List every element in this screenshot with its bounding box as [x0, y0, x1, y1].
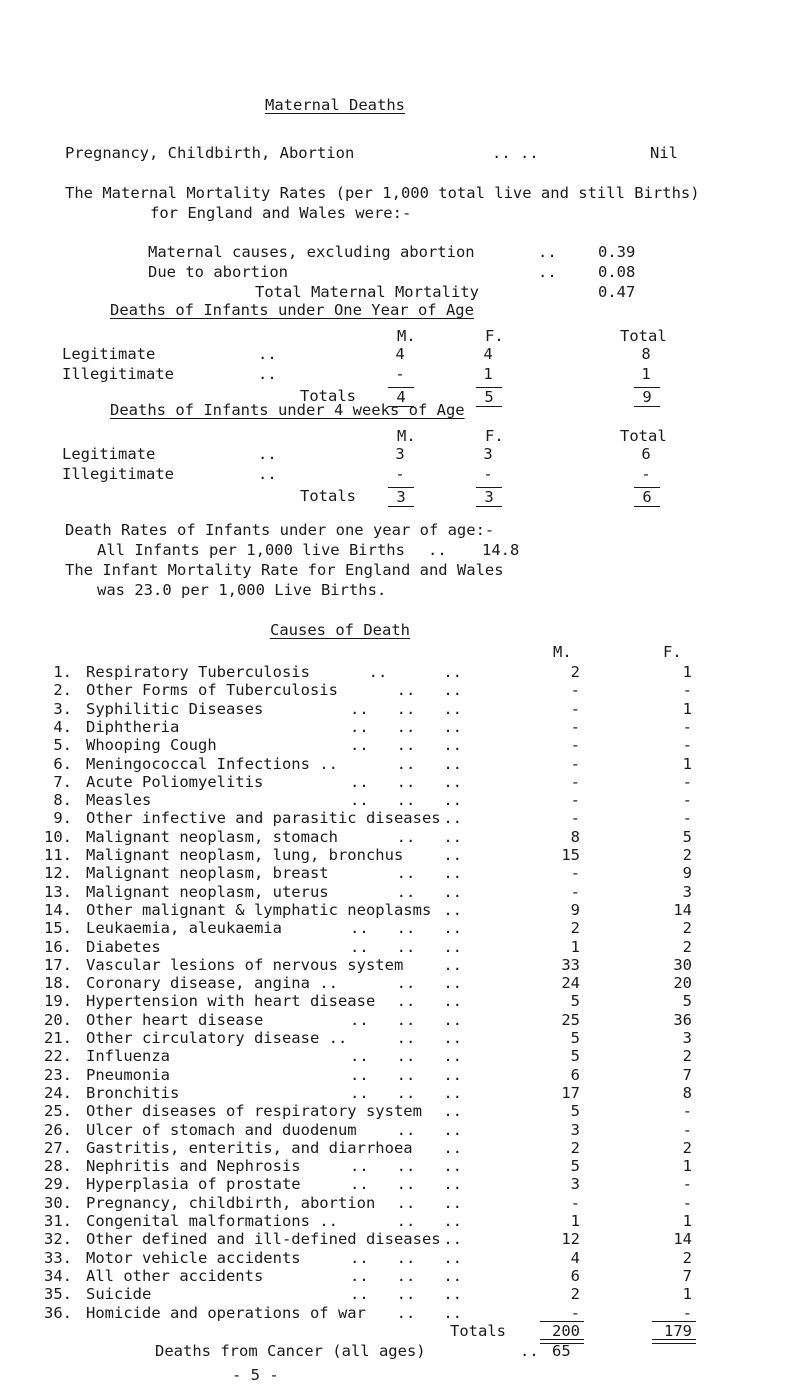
cause-m-value: - — [570, 791, 580, 810]
cause-number: 35. — [44, 1285, 72, 1304]
infant-row-total: 8 — [641, 345, 651, 363]
cause-number: 29. — [44, 1175, 72, 1194]
cause-f-value: 7 — [682, 1266, 692, 1285]
cause-f-value: 1 — [682, 699, 692, 718]
infant-totals-total: 9 — [634, 387, 660, 407]
cause-dots: .. .. .. — [350, 772, 462, 791]
cause-m-value: 2 — [570, 919, 580, 938]
infant-row-dots: .. — [258, 445, 277, 463]
infant-row-total: - — [641, 465, 651, 483]
cause-m-value: 2 — [570, 1285, 580, 1304]
cause-f-value: - — [682, 772, 692, 791]
infant-row-f: 4 — [483, 345, 493, 363]
cause-f-value: 2 — [682, 1248, 692, 1267]
cause-dots: .. .. .. — [350, 1010, 462, 1029]
cause-label: Syphilitic Diseases — [86, 699, 264, 718]
cause-dots: .. .. .. — [350, 937, 462, 956]
cause-dots: .. — [443, 900, 462, 919]
cause-number: 4. — [53, 717, 72, 736]
cause-f-value: 3 — [682, 1029, 692, 1047]
infant-row-total: 6 — [641, 445, 651, 463]
cause-number: 21. — [44, 1029, 72, 1047]
cause-label: Homicide and operations of war — [86, 1303, 366, 1322]
cause-m-value: - — [570, 717, 580, 736]
cause-m-value: - — [570, 736, 580, 755]
maternal-intro-1: The Maternal Mortality Rates (per 1,000 total live and still Births) — [65, 184, 700, 202]
death-rates-line1: Death Rates of Infants under one year of age:- — [65, 521, 495, 539]
cause-m-value: 2 — [570, 1138, 580, 1157]
cause-dots: .. .. — [396, 1193, 462, 1212]
infant-row-label: Illegitimate — [62, 365, 174, 383]
causes-totals-m: 200 — [552, 1322, 580, 1340]
cause-m-value: 5 — [570, 1047, 580, 1066]
cause-label: Pregnancy, childbirth, abortion — [86, 1193, 376, 1212]
death-rates-line2: All Infants per 1,000 live Births — [97, 541, 405, 559]
cause-f-value: 14 — [673, 900, 692, 919]
cause-m-value: 25 — [561, 1010, 580, 1029]
infant-totals-m: 4 — [388, 387, 414, 407]
cause-m-value: - — [570, 882, 580, 901]
cause-label: Bronchitis — [86, 1083, 180, 1102]
cause-label: Nephritis and Nephrosis — [86, 1157, 301, 1176]
infant-row-label: Legitimate — [62, 345, 156, 363]
col-f-header: F. — [485, 427, 504, 445]
cause-dots: .. .. .. — [350, 791, 462, 810]
col-m-header: M. — [397, 327, 416, 345]
totals-rule-m — [540, 1321, 584, 1322]
cause-number: 23. — [44, 1065, 72, 1084]
cause-dots: .. .. .. — [350, 1175, 462, 1194]
cause-m-value: 3 — [570, 1120, 580, 1139]
cause-dots: .. .. — [396, 827, 462, 846]
cause-m-value: 5 — [570, 992, 580, 1011]
cause-f-value: 1 — [682, 1285, 692, 1304]
cause-label: Other malignant & lymphatic neoplasms — [86, 900, 432, 919]
totals-dbl-f — [652, 1339, 696, 1344]
infants-year-heading: Deaths of Infants under One Year of Age — [110, 301, 474, 319]
cause-label: Diabetes — [86, 937, 161, 956]
cause-label: Other defined and ill-defined diseases — [86, 1230, 441, 1249]
cause-label: Hyperplasia of prostate — [86, 1175, 301, 1194]
cause-dots: .. — [443, 955, 462, 974]
cause-number: 13. — [44, 882, 72, 901]
cause-f-value: 2 — [682, 1047, 692, 1066]
col-total-header: Total — [620, 427, 667, 445]
cause-m-value: 2 — [570, 663, 580, 681]
infant-rate-value: 14.8 — [482, 541, 520, 559]
cause-number: 8. — [53, 791, 72, 810]
cause-label: Meningococcal Infections .. — [86, 754, 338, 773]
pregnancy-value: Nil — [650, 144, 678, 162]
cause-dots: .. .. — [396, 1212, 462, 1230]
totals-rule-f — [652, 1321, 696, 1322]
cause-f-value: 5 — [682, 992, 692, 1011]
cause-label: Influenza — [86, 1047, 170, 1066]
infants-weeks-heading: Deaths of Infants under 4 weeks of Age — [110, 401, 465, 419]
cause-dots: .. — [443, 809, 462, 828]
cause-f-value: 8 — [682, 1083, 692, 1102]
cause-m-value: 5 — [570, 1029, 580, 1047]
cause-number: 28. — [44, 1157, 72, 1176]
cause-number: 6. — [53, 754, 72, 773]
cause-number: 26. — [44, 1120, 72, 1139]
infant-totals-label: Totals — [300, 387, 356, 405]
cause-f-value: 5 — [682, 827, 692, 846]
cause-m-value: 12 — [561, 1230, 580, 1249]
cause-f-value: 2 — [682, 937, 692, 956]
cause-m-value: 5 — [570, 1102, 580, 1121]
cause-number: 7. — [53, 772, 72, 791]
cause-number: 20. — [44, 1010, 72, 1029]
maternal-rate-label: Due to abortion — [148, 263, 288, 281]
cause-number: 1. — [53, 663, 72, 681]
cause-f-value: 9 — [682, 864, 692, 883]
infant-row-m: 3 — [395, 445, 405, 463]
cause-label: Pneumonia — [86, 1065, 170, 1084]
cause-f-value: 1 — [682, 663, 692, 681]
cause-number: 27. — [44, 1138, 72, 1157]
cause-dots: .. .. .. — [350, 1157, 462, 1176]
cause-number: 24. — [44, 1083, 72, 1102]
cause-f-value: 14 — [673, 1230, 692, 1249]
cause-dots: .. .. .. — [350, 717, 462, 736]
cause-m-value: - — [570, 681, 580, 700]
cause-f-value: 1 — [682, 1157, 692, 1176]
cancer-value: 65 — [552, 1342, 571, 1360]
cause-f-value: - — [682, 736, 692, 755]
cause-number: 14. — [44, 900, 72, 919]
maternal-rate-label: Maternal causes, excluding abortion — [148, 243, 475, 261]
cause-f-value: - — [682, 681, 692, 700]
infant-totals-total: 6 — [634, 487, 660, 507]
cause-label: Malignant neoplasm, lung, bronchus — [86, 846, 404, 864]
death-rates-line4: was 23.0 per 1,000 Live Births. — [97, 581, 387, 599]
cause-label: Congenital malformations .. — [86, 1212, 338, 1230]
cause-label: Other infective and parasitic diseases — [86, 809, 441, 828]
cause-m-value: 1 — [570, 937, 580, 956]
cause-label: Suicide — [86, 1285, 152, 1304]
cause-label: Vascular lesions of nervous system — [86, 955, 404, 974]
cause-f-value: 20 — [673, 974, 692, 993]
page-title: Maternal Deaths — [265, 96, 405, 114]
infant-row-f: 3 — [483, 445, 493, 463]
cause-f-value: - — [682, 1102, 692, 1121]
maternal-intro-2: for England and Wales were:- — [150, 204, 412, 222]
cause-m-value: 9 — [570, 900, 580, 919]
infant-row-dots: .. — [258, 465, 277, 483]
cause-dots: .. .. — [396, 1029, 462, 1047]
cause-f-value: - — [682, 1120, 692, 1139]
cause-number: 5. — [53, 736, 72, 755]
cause-label: Respiratory Tuberculosis — [86, 663, 310, 681]
cause-dots: .. .. .. — [350, 919, 462, 938]
cause-m-value: - — [570, 772, 580, 791]
cause-number: 30. — [44, 1193, 72, 1212]
cause-m-value: - — [570, 1193, 580, 1212]
infant-row-dots: .. — [258, 345, 277, 363]
cause-dots: .. — [443, 1102, 462, 1121]
cause-dots: .. .. — [396, 992, 462, 1011]
cause-f-value: - — [682, 1175, 692, 1194]
cause-m-value: 5 — [570, 1157, 580, 1176]
cause-label: Coronary disease, angina .. — [86, 974, 338, 993]
infant-totals-m: 3 — [388, 487, 414, 507]
pregnancy-label: Pregnancy, Childbirth, Abortion — [65, 144, 355, 162]
cause-label: Other heart disease — [86, 1010, 264, 1029]
cause-f-value: 1 — [682, 1212, 692, 1230]
cause-dots: .. .. .. — [350, 1065, 462, 1084]
cause-m-value: 17 — [561, 1083, 580, 1102]
cause-f-value: 2 — [682, 1138, 692, 1157]
infant-row-m: 4 — [395, 345, 405, 363]
cause-dots: .. — [443, 1230, 462, 1249]
infant-row-label: Illegitimate — [62, 465, 174, 483]
cause-label: Whooping Cough — [86, 736, 217, 755]
cause-label: Diphtheria — [86, 717, 180, 736]
cause-number: 32. — [44, 1230, 72, 1249]
cause-number: 33. — [44, 1248, 72, 1267]
cause-f-value: - — [682, 809, 692, 828]
cause-m-value: - — [570, 699, 580, 718]
cause-f-value: 30 — [673, 955, 692, 974]
cause-dots: .. .. .. — [350, 736, 462, 755]
cause-dots: .. .. — [396, 1120, 462, 1139]
infant-totals-f: 5 — [476, 387, 502, 407]
cause-label: Other Forms of Tuberculosis — [86, 681, 338, 700]
cause-label: Hypertension with heart disease — [86, 992, 376, 1011]
cause-dots: .. .. — [396, 681, 462, 700]
cause-label: Measles — [86, 791, 152, 810]
maternal-rate-dots: .. — [538, 263, 557, 281]
cause-f-value: 3 — [682, 882, 692, 901]
maternal-rate-value: 0.47 — [598, 283, 636, 301]
cause-label: Leukaemia, aleukaemia — [86, 919, 282, 938]
cause-label: Gastritis, enteritis, and diarrhoea — [86, 1138, 413, 1157]
infant-row-total: 1 — [641, 365, 651, 383]
cause-number: 12. — [44, 864, 72, 883]
infant-row-label: Legitimate — [62, 445, 156, 463]
cause-dots: .. .. .. — [350, 1285, 462, 1304]
cause-dots: .. .. — [396, 1303, 462, 1322]
causes-totals-f: 179 — [664, 1322, 692, 1340]
infant-row-f: - — [483, 465, 493, 483]
death-rates-dots: .. — [428, 541, 447, 559]
infant-row-f: 1 — [483, 365, 493, 383]
cause-m-value: 33 — [561, 955, 580, 974]
cause-dots: .. — [443, 1138, 462, 1157]
col-total-header: Total — [620, 327, 667, 345]
cause-label: Other diseases of respiratory system — [86, 1102, 422, 1121]
infant-row-dots: .. — [258, 365, 277, 383]
cause-number: 25. — [44, 1102, 72, 1121]
cause-number: 11. — [44, 846, 72, 864]
cause-number: 3. — [53, 699, 72, 718]
cause-m-value: - — [570, 864, 580, 883]
causes-col-f: F. — [663, 643, 682, 661]
infant-totals-label: Totals — [300, 487, 356, 505]
cause-dots: .. .. .. — [350, 1266, 462, 1285]
cause-label: Ulcer of stomach and duodenum — [86, 1120, 357, 1139]
cancer-dots: .. — [520, 1342, 539, 1360]
col-f-header: F. — [485, 327, 504, 345]
cause-m-value: 1 — [570, 1212, 580, 1230]
cause-number: 34. — [44, 1266, 72, 1285]
cause-number: 15. — [44, 919, 72, 938]
cause-f-value: 36 — [673, 1010, 692, 1029]
cause-number: 17. — [44, 955, 72, 974]
death-rates-line3: The Infant Mortality Rate for England and Wales — [65, 561, 504, 579]
cause-m-value: - — [570, 754, 580, 773]
infant-totals-f: 3 — [476, 487, 502, 507]
cause-number: 18. — [44, 974, 72, 993]
cause-dots: .. .. — [396, 864, 462, 883]
cause-m-value: 3 — [570, 1175, 580, 1194]
cause-number: 36. — [44, 1303, 72, 1322]
page-number: - 5 - — [232, 1366, 279, 1384]
infant-row-m: - — [395, 365, 405, 383]
cause-m-value: 4 — [570, 1248, 580, 1267]
maternal-rate-value: 0.08 — [598, 263, 636, 281]
cause-m-value: 15 — [561, 846, 580, 864]
maternal-rate-dots: .. — [538, 243, 557, 261]
cause-m-value: - — [570, 809, 580, 828]
cause-f-value: 1 — [682, 754, 692, 773]
cause-m-value: 24 — [561, 974, 580, 993]
cause-dots: .. — [443, 846, 462, 864]
cause-label: Motor vehicle accidents — [86, 1248, 301, 1267]
cause-label: All other accidents — [86, 1266, 264, 1285]
cause-dots: .. .. .. — [350, 1083, 462, 1102]
cause-number: 16. — [44, 937, 72, 956]
cause-dots: .. .. — [396, 882, 462, 901]
causes-totals-label: Totals — [450, 1322, 506, 1340]
cause-m-value: 8 — [570, 827, 580, 846]
cause-number: 19. — [44, 992, 72, 1011]
causes-heading: Causes of Death — [270, 621, 410, 639]
cause-number: 2. — [53, 681, 72, 700]
cause-dots: .. .. .. — [350, 699, 462, 718]
cause-dots: .. .. — [396, 974, 462, 993]
cause-m-value: 6 — [570, 1266, 580, 1285]
cause-dots: .. .. — [368, 663, 462, 681]
cause-f-value: 2 — [682, 846, 692, 864]
cause-number: 10. — [44, 827, 72, 846]
cancer-label: Deaths from Cancer (all ages) — [155, 1342, 426, 1360]
cause-number: 22. — [44, 1047, 72, 1066]
infant-row-m: - — [395, 465, 405, 483]
cause-f-value: 2 — [682, 919, 692, 938]
pregnancy-dots: .. .. — [492, 144, 539, 162]
cause-f-value: - — [682, 1303, 692, 1322]
cause-label: Other circulatory disease .. — [86, 1029, 348, 1047]
cause-f-value: 7 — [682, 1065, 692, 1084]
maternal-rate-value: 0.39 — [598, 243, 636, 261]
maternal-rate-label: Total Maternal Mortality — [255, 283, 479, 301]
cause-f-value: - — [682, 1193, 692, 1212]
cause-label: Malignant neoplasm, stomach — [86, 827, 338, 846]
cause-label: Malignant neoplasm, uterus — [86, 882, 329, 901]
cause-f-value: - — [682, 791, 692, 810]
cause-dots: .. .. .. — [350, 1248, 462, 1267]
cause-m-value: 6 — [570, 1065, 580, 1084]
cause-number: 9. — [53, 809, 72, 828]
cause-f-value: - — [682, 717, 692, 736]
cause-dots: .. .. — [396, 754, 462, 773]
causes-col-m: M. — [553, 643, 572, 661]
cause-label: Acute Poliomyelitis — [86, 772, 264, 791]
cause-number: 31. — [44, 1212, 72, 1230]
cause-m-value: - — [570, 1303, 580, 1322]
col-m-header: M. — [397, 427, 416, 445]
cause-dots: .. .. .. — [350, 1047, 462, 1066]
cause-label: Malignant neoplasm, breast — [86, 864, 329, 883]
